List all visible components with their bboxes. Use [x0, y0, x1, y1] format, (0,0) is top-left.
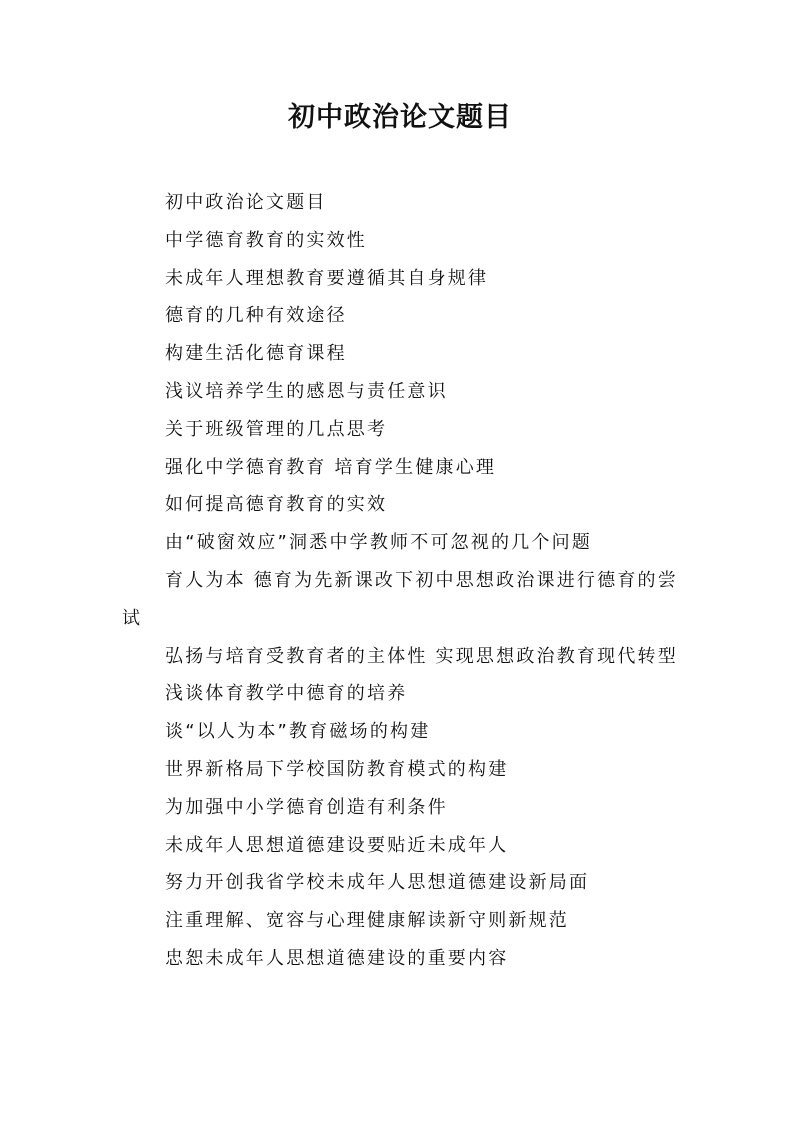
- list-item: 忠恕未成年人思想道德建设的重要内容: [165, 947, 509, 969]
- list-item: 强化中学德育教育 培育学生健康心理: [165, 456, 497, 478]
- list-item: 努力开创我省学校未成年人思想道德建设新局面: [165, 872, 590, 894]
- list-item: 由“破窗效应”洞悉中学教师不可忽视的几个问题: [165, 532, 593, 554]
- document-body: [122, 184, 682, 978]
- list-item: 如何提高德育教育的实效: [165, 494, 388, 516]
- list-item: 德育的几种有效途径: [165, 305, 347, 327]
- list-item: 构建生活化德育课程: [165, 343, 347, 365]
- list-item: 弘扬与培育受教育者的主体性 实现思想政治教育现代转型: [165, 645, 678, 667]
- list-item: 注重理解、宽容与心理健康解读新守则新规范: [165, 910, 569, 932]
- document-title: 初中政治论文题目: [288, 102, 512, 133]
- list-item: 世界新格局下学校国防教育模式的构建: [165, 758, 509, 780]
- list-item: 育人为本 德育为先新课改下初中思想政治课进行德育的尝试: [122, 569, 678, 629]
- list-item: 为加强中小学德育创造有利条件: [165, 796, 448, 818]
- list-item: 未成年人思想道德建设要贴近未成年人: [165, 834, 509, 856]
- list-item: 关于班级管理的几点思考: [165, 418, 388, 440]
- list-item: 谈“以人为本”教育磁场的构建: [165, 721, 431, 743]
- list-item: 中学德育教育的实效性: [165, 229, 367, 251]
- list-item: 初中政治论文题目: [165, 192, 327, 213]
- list-item: 浅谈体育教学中德育的培养: [165, 683, 408, 705]
- list-item: 浅议培养学生的感恩与责任意识: [165, 380, 448, 402]
- list-item: 未成年人理想教育要遵循其自身规律: [165, 267, 489, 289]
